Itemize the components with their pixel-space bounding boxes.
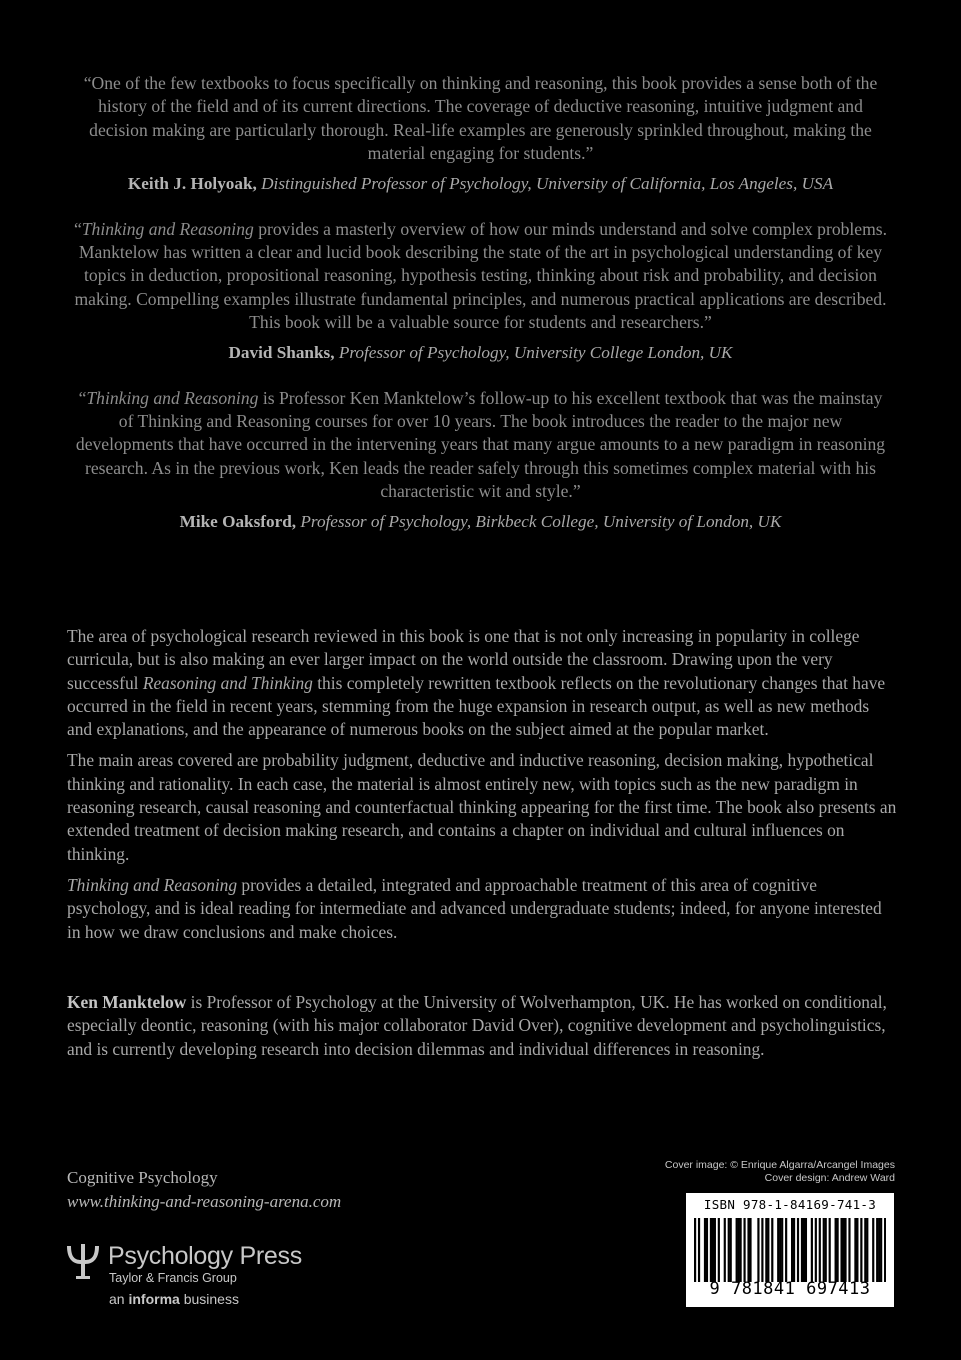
quote-body: provides a masterly overview of how our minds understand and solve complex problems. Manktelow has written a clear and lucid book describing the state of the art in psychological understanding of key topics in deduction, propositional reasoning, hypothesis testing, thinking about risk and probability, and decision making. Compelling examples illustrate fundamental principles, and numerous practical applications are described. This book will be a valuable source for students and researchers.” <box>74 218 888 333</box>
barcode-bar <box>829 1218 831 1282</box>
barcode-bar <box>797 1218 799 1282</box>
description-text: this completely rewritten textbook reflects on the revolutionary changes that have occurred in the field in recent years, stemming from the huge expansion in research output, as well as new methods and explanations, and the appearance of numerous books on the subject aimed at the popular market. <box>67 672 886 740</box>
barcode-bar <box>714 1218 716 1282</box>
barcode-bar <box>854 1218 856 1282</box>
barcode-bar <box>706 1218 708 1282</box>
barcode-bar <box>771 1218 773 1282</box>
barcode-bar <box>823 1218 825 1282</box>
book-description <box>67 625 897 952</box>
barcode-bar <box>791 1218 793 1282</box>
barcode-bar <box>728 1218 730 1282</box>
barcode-bar <box>805 1218 807 1282</box>
quote-text <box>70 218 891 335</box>
quote-body: is Professor Ken Manktelow’s follow-up to his excellent textbook that was the mainstay of Thinking and Reasoning courses for over 10 years. The book introduces the reader to the major new developments that have occurred in the intervening years that many argue amounts to a new paradigm in reasoning research. As in the previous work, Ken leads the reader safely through this sometimes complex material with his characteristic wit and style.” <box>75 387 886 502</box>
website-link[interactable]: www.thinking-and-reasoning-arena.com <box>67 1192 342 1211</box>
barcode-bar <box>835 1218 837 1282</box>
barcode-bar <box>712 1218 714 1282</box>
quote-text <box>70 72 891 166</box>
barcode-bar <box>803 1218 805 1282</box>
barcode-bar <box>842 1218 844 1282</box>
barcode-bar <box>876 1218 878 1282</box>
barcode-bar <box>884 1218 886 1282</box>
barcode-bar <box>785 1218 787 1282</box>
barcode-bar <box>740 1218 742 1282</box>
barcode-bar <box>872 1218 874 1282</box>
barcode-bar <box>736 1218 738 1282</box>
quote-body: “One of the few textbooks to focus specifically on thinking and reasoning, this book provides a sense both of the history of the field and of its current directions. The coverage of deductive reasoning, intuitive judgment and decision making are particularly thorough. Real-life examples are generously sprinkled throughout, making the material engaging for students.” <box>83 73 878 164</box>
bio-text: is Professor of Psychology at the University of Wolverhampton, UK. He has worked on conditional, especially deontic, reasoning (with his major collaborator David Over), cognitive development and psycholinguistics, and is currently developing research into decision dilemmas and individual differences in reasoning. <box>67 992 887 1059</box>
barcode-bar <box>856 1218 858 1282</box>
barcode-bar <box>860 1218 862 1282</box>
bio-paragraph <box>67 991 897 1061</box>
endorsement-3 <box>70 387 891 533</box>
barcode-bar <box>840 1218 842 1282</box>
endorser-name: David Shanks, <box>228 342 335 362</box>
barcode-bar <box>819 1218 821 1282</box>
isbn-barcode <box>686 1193 894 1307</box>
barcode-bar <box>801 1218 803 1282</box>
barcode-bar <box>730 1218 732 1282</box>
barcode-bar <box>704 1218 706 1282</box>
endorser-role: Distinguished Professor of Psychology, University of California, Los Angeles, USA <box>261 173 834 193</box>
barcode-bar <box>718 1218 720 1282</box>
barcode-bar <box>811 1218 813 1282</box>
description-text: provides a detailed, integrated and approachable treatment of this area of cognitive psychology, and is ideal reading for intermediate and advanced undergraduate students; indeed, for anyone interested in how we draw conclusions and make choices. <box>67 874 882 942</box>
author-bio <box>67 991 897 1061</box>
publisher-name: Psychology Press <box>108 1242 302 1270</box>
barcode-bar <box>767 1218 769 1282</box>
open-quote: “ <box>73 218 82 239</box>
barcode-bar <box>765 1218 767 1282</box>
barcode-bar <box>880 1218 882 1282</box>
barcode-bar <box>793 1218 795 1282</box>
quote-attribution <box>70 341 891 364</box>
barcode-bar <box>864 1218 866 1282</box>
barcode-bar <box>844 1218 846 1282</box>
book-title: Thinking and Reasoning <box>81 218 254 239</box>
barcode-bar <box>777 1218 779 1282</box>
cover-design-credit: Cover design: Andrew Ward <box>764 1171 895 1184</box>
quote-attribution <box>70 510 891 533</box>
endorser-name: Keith J. Holyoak, <box>127 173 257 193</box>
endorsements <box>70 72 891 533</box>
publisher-logo <box>64 1242 364 1312</box>
subject-label: Cognitive Psychology <box>67 1168 218 1187</box>
barcode-bar <box>815 1218 817 1282</box>
tagline-text: business <box>179 1291 239 1307</box>
barcode-bar <box>710 1218 712 1282</box>
barcode-bar <box>747 1218 749 1282</box>
barcode-bar <box>743 1218 745 1282</box>
barcode-bar <box>761 1218 763 1282</box>
description-paragraph-1 <box>67 625 897 741</box>
barcode-bar <box>698 1218 700 1282</box>
barcode-bar <box>866 1218 868 1282</box>
barcode-bar <box>825 1218 827 1282</box>
barcode-bar <box>694 1218 696 1282</box>
endorser-name: Mike Oaksford, <box>179 511 297 531</box>
open-quote: “ <box>78 387 87 408</box>
previous-book-title: Reasoning and Thinking <box>142 672 313 693</box>
endorser-role: Professor of Psychology, University College London, UK <box>338 342 733 362</box>
barcode-bar <box>878 1218 880 1282</box>
barcode-bar <box>848 1218 850 1282</box>
endorsement-2 <box>70 218 891 364</box>
barcode-bar <box>757 1218 759 1282</box>
description-text: The area of psychological research reviewed in this book is one that is not only increasing in popularity in college curricula, but is also making an ever larger impact on the world outside the classroom. Drawing upon the very successful <box>67 626 860 693</box>
barcode-digits: 9 781841 697413 <box>709 1279 871 1299</box>
cover-credits <box>665 1159 895 1184</box>
quote-attribution <box>70 172 891 195</box>
barcode-bar <box>738 1218 740 1282</box>
book-title: Thinking and Reasoning <box>86 387 259 408</box>
informa-wordmark: informa <box>128 1291 180 1307</box>
author-name: Ken Manktelow <box>67 992 187 1012</box>
endorsement-1 <box>70 72 891 195</box>
series-info <box>67 1166 341 1214</box>
publisher-group: Taylor & Francis Group <box>109 1271 237 1285</box>
psi-icon <box>64 1242 102 1280</box>
quote-text <box>70 387 891 504</box>
book-title: Thinking and Reasoning <box>67 874 238 895</box>
informa-tagline <box>109 1291 239 1307</box>
barcode-bar <box>779 1218 781 1282</box>
description-paragraph-3 <box>67 874 897 944</box>
barcode-bars <box>694 1218 886 1282</box>
barcode-bar <box>837 1218 839 1282</box>
isbn-number: ISBN 978-1-84169-741-3 <box>703 1197 877 1212</box>
barcode-bar <box>781 1218 783 1282</box>
barcode-bar <box>724 1218 726 1282</box>
barcode-bar <box>749 1218 751 1282</box>
endorser-role: Professor of Psychology, Birkbeck College, University of London, UK <box>300 511 782 531</box>
description-paragraph-2: The main areas covered are probability judgment, deductive and inductive reasoning, decision making, hypothetical thinking and rationality. In each case, the material is almost entirely new, with topics such as the new paradigm in reasoning research, causal reasoning and counterfactual thinking appearing for the first time. The book also presents an extended treatment of decision making research, and contains a chapter on individual and cultural influences on thinking. <box>67 750 897 864</box>
tagline-text: an <box>109 1291 129 1307</box>
cover-image-credit: Cover image: © Enrique Algarra/Arcangel Images <box>664 1159 895 1171</box>
